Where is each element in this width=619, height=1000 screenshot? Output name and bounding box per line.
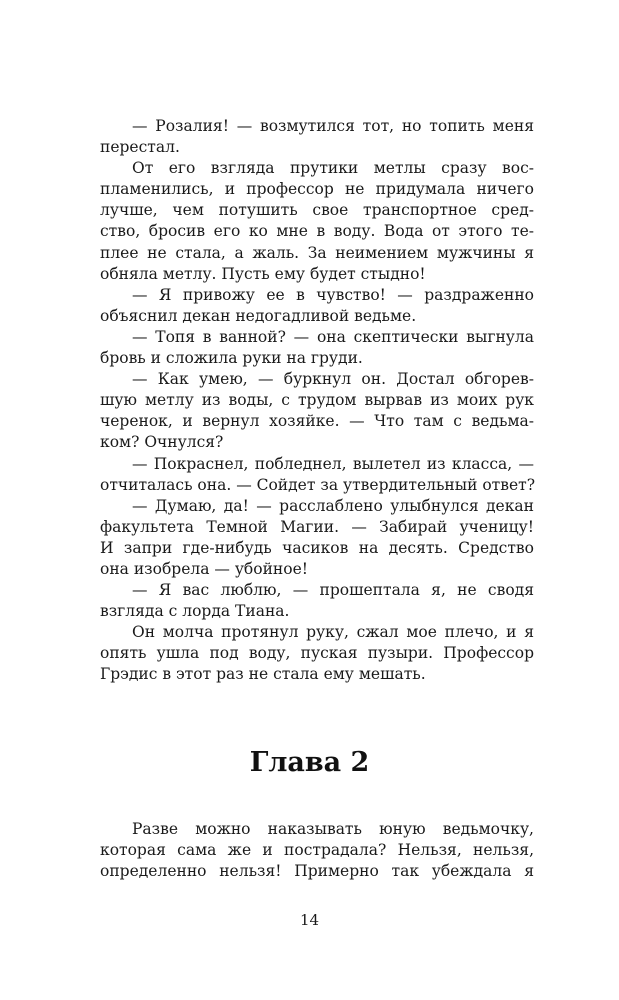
text-line: обняла метлу. Пусть ему будет стыдно!: [100, 264, 426, 283]
text-line: — Покраснел, побледнел, вылетел из класса, —: [132, 454, 534, 473]
page-number: 14: [299, 911, 320, 929]
text-line: определенно нельзя! Примерно так убеждала я: [100, 862, 534, 881]
text-line: — Как умею, — буркнул он. Достал обгорев-: [132, 370, 534, 389]
text-line: — Я вас люблю, — прошептала я, не сводя: [132, 581, 534, 600]
text-line: черенок, и вернул хозяйке. — Что там с ведьма-: [100, 412, 534, 431]
text-line: лучше, чем потушить свое транспортное сред-: [100, 201, 534, 220]
text-line: — Топя в ванной? — она скептически выгнула: [132, 327, 534, 346]
chapter-opening-text: [100, 819, 534, 882]
text-line: бровь и сложила руки на груди.: [100, 349, 363, 368]
chapter-heading: Глава 2: [249, 747, 370, 778]
text-line: пламенились, и профессор не придумала ничего: [100, 180, 534, 199]
text-line: ство, бросив его ко мне в воду. Вода от этого те-: [100, 222, 534, 241]
text-line: опять ушла под воду, пуская пузыри. Профессор: [100, 644, 534, 663]
passage-text: [100, 116, 534, 686]
text-line: — Думаю, да! — расслаблено улыбнулся декан: [132, 496, 534, 515]
text-line: перестал.: [100, 138, 180, 157]
text-line: Он молча протянул руку, сжал мое плечо, и я: [132, 623, 534, 642]
text-line: плее не стала, а жаль. За неимением мужчины я: [100, 243, 534, 262]
text-line: От его взгляда прутики метлы сразу вос-: [132, 159, 534, 178]
text-line: Разве можно наказывать юную ведьмочку,: [132, 820, 534, 838]
text-line: она изобрела — убойное!: [100, 559, 308, 578]
text-line: шую метлу из воды, с трудом вырвав из моих рук: [100, 391, 534, 410]
text-line: взгляда с лорда Тиана.: [100, 602, 290, 621]
text-line: И запри где-нибудь часиков на десять. Средство: [100, 538, 534, 557]
text-line: факультета Темной Магии. — Забирай ученицу!: [100, 517, 534, 536]
text-line: которая сама же и пострадала? Нельзя, нельзя,: [100, 841, 534, 860]
text-line: Грэдис в этот раз не стала ему мешать.: [100, 665, 426, 684]
text-line: ком? Очнулся?: [100, 433, 224, 452]
text-line: — Я привожу ее в чувство! — раздраженно: [132, 285, 534, 304]
text-line: — Розалия! — возмутился тот, но топить меня: [132, 117, 534, 135]
text-line: отчиталась она. — Сойдет за утвердительный ответ?: [100, 475, 536, 494]
text-line: объяснил декан недогадливой ведьме.: [100, 306, 417, 325]
